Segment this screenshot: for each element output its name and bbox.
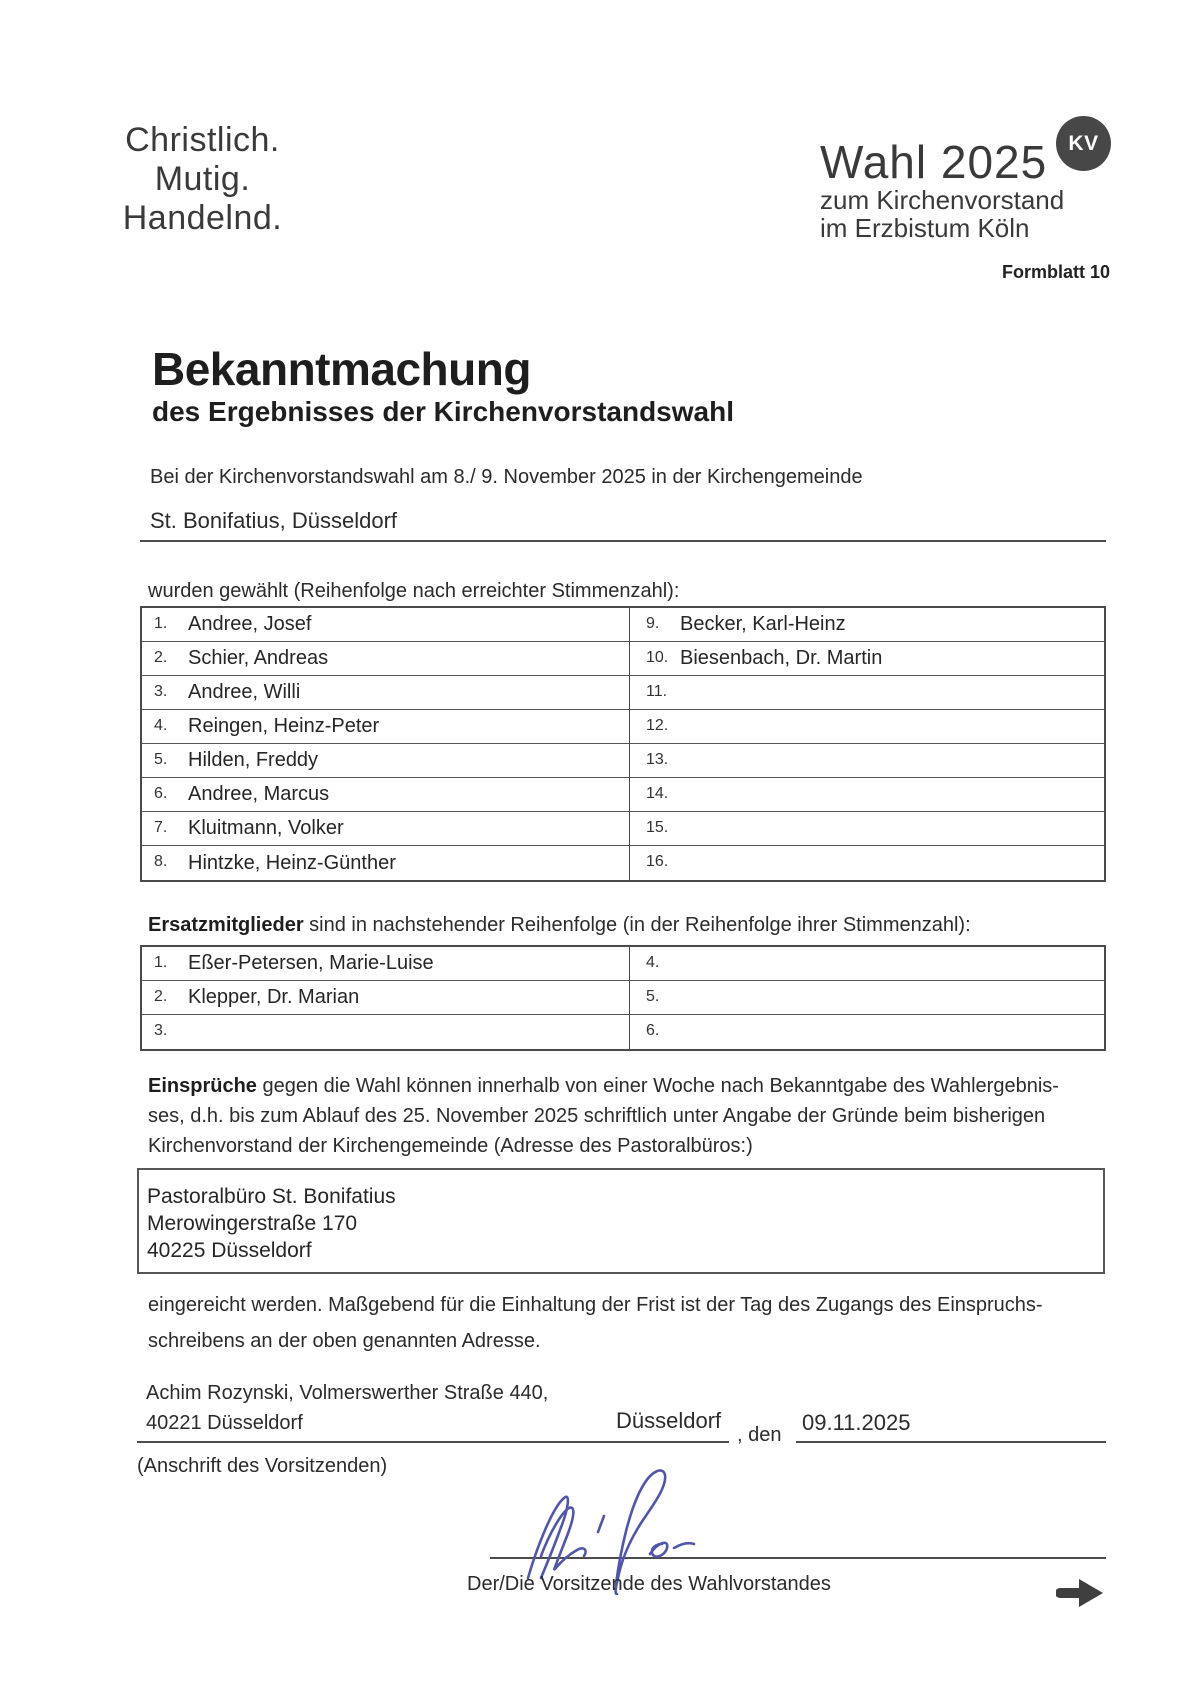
pastoral-office-address-box: [137, 1168, 1105, 1274]
table-cell: [142, 608, 630, 642]
table-cell: [142, 778, 630, 812]
row-number: 4.: [646, 953, 660, 971]
chairman-address-line-2: 40221 Düsseldorf: [146, 1412, 303, 1434]
place-field: Düsseldorf: [616, 1408, 722, 1433]
table-cell: [142, 710, 630, 744]
row-number: 11.: [646, 682, 668, 700]
row-number: 5.: [154, 750, 168, 768]
member-name: Eßer-Petersen, Marie-Luise: [188, 952, 434, 974]
form-number-label: Formblatt 10: [1001, 262, 1110, 282]
table-cell: [142, 676, 630, 710]
date-field: 09.11.2025: [802, 1410, 911, 1435]
date-underline: [796, 1441, 1106, 1443]
submission-line-2: schreibens an der oben genannten Adresse.: [148, 1330, 541, 1352]
page-subtitle: des Ergebnisses der Kirchenvorstandswahl: [152, 396, 734, 427]
row-number: 12.: [646, 716, 669, 734]
row-number: 2.: [154, 648, 168, 666]
row-number: 2.: [154, 987, 168, 1005]
table-cell: [142, 1015, 630, 1049]
table-cell: [142, 642, 630, 676]
objection-lead-bold: Einsprüche: [148, 1075, 257, 1097]
row-number: 9.: [646, 614, 660, 632]
table-cell: [630, 676, 1104, 710]
table-cell: [630, 812, 1104, 846]
elected-members-table: [140, 606, 1106, 882]
substitutes-label-bold: Ersatzmitglieder: [148, 914, 304, 936]
member-name: Klepper, Dr. Marian: [188, 986, 360, 1008]
kv-badge-icon: KV: [1056, 116, 1111, 171]
table-cell: [630, 846, 1104, 880]
table-cell: [142, 812, 630, 846]
table-cell: [630, 710, 1104, 744]
member-name: Becker, Karl-Heinz: [680, 613, 846, 635]
member-name: Schier, Andreas: [188, 647, 329, 669]
table-cell: [142, 846, 630, 880]
row-number: 10.: [646, 648, 669, 666]
member-name: Andree, Willi: [188, 681, 301, 703]
table-cell: [630, 744, 1104, 778]
elected-label: wurden gewählt (Reihenfolge nach erreichter Stimmenzahl):: [148, 580, 680, 602]
election-subtitle-1: zum Kirchenvorstand: [820, 185, 1065, 215]
date-label: , den: [737, 1424, 782, 1446]
row-number: 8.: [154, 853, 168, 870]
row-number: 16.: [646, 853, 669, 870]
row-number: 3.: [154, 1022, 168, 1039]
next-page-arrow-icon: [1056, 1577, 1106, 1609]
row-number: 4.: [154, 716, 168, 734]
logo-line-1: Christlich.: [125, 121, 280, 159]
table-cell: [630, 608, 1104, 642]
election-title: Wahl 2025: [820, 136, 1048, 188]
objection-paragraph: [148, 1071, 1059, 1161]
substitutes-label: [148, 914, 971, 937]
signature-caption: Der/Die Vorsitzende des Wahlvorstandes: [467, 1573, 831, 1595]
row-number: 14.: [646, 784, 669, 802]
submission-line-1: eingereicht werden. Maßgebend für die Einhaltung der Frist ist der Tag des Zugangs des Einspruchs-: [148, 1294, 1043, 1316]
member-name: Andree, Marcus: [188, 783, 330, 805]
member-name: Hintzke, Heinz-Günther: [188, 851, 396, 874]
table-cell: [142, 744, 630, 778]
page-title: Bekanntmachung: [152, 343, 531, 395]
logo-line-3: Handelnd.: [122, 199, 283, 237]
objection-line-3: Kirchenvorstand der Kirchengemeinde (Adresse des Pastoralbüros:): [148, 1135, 753, 1157]
table-cell: [630, 778, 1104, 812]
table-cell: [630, 981, 1104, 1015]
substitutes-table: [140, 945, 1106, 1051]
objection-line-1: [148, 1071, 1059, 1101]
table-cell: [630, 1015, 1104, 1049]
table-cell: [142, 981, 630, 1015]
row-number: 5.: [646, 987, 660, 1005]
substitutes-label-rest: sind in nachstehender Reihenfolge (in der Reihenfolge ihrer Stimmenzahl):: [303, 914, 971, 936]
row-number: 7.: [154, 818, 168, 836]
table-cell: [630, 947, 1104, 981]
intro-text: Bei der Kirchenvorstandswahl am 8./ 9. November 2025 in der Kirchengemeinde: [150, 466, 863, 488]
row-number: 1.: [154, 953, 168, 971]
member-name: Kluitmann, Volker: [188, 817, 344, 839]
parish-underline: [140, 540, 1106, 542]
row-number: 6.: [646, 1022, 660, 1039]
office-city: 40225 Düsseldorf: [147, 1239, 312, 1262]
chairman-address-line-1: Achim Rozynski, Volmerswerther Straße 440,: [146, 1382, 549, 1404]
office-street: Merowingerstraße 170: [147, 1212, 358, 1235]
objection-line-1-rest: gegen die Wahl können innerhalb von einer Woche nach Bekanntgabe des Wahlergebnis-: [256, 1075, 1059, 1097]
member-name: Reingen, Heinz-Peter: [188, 715, 380, 737]
row-number: 6.: [154, 784, 168, 802]
parish-name-field: St. Bonifatius, Düsseldorf: [150, 508, 398, 533]
table-cell: [630, 642, 1104, 676]
logo-line-2: Mutig.: [154, 160, 251, 198]
election-subtitle-2: im Erzbistum Köln: [820, 213, 1030, 243]
table-cell: [142, 947, 630, 981]
row-number: 1.: [154, 614, 168, 632]
row-number: 3.: [154, 682, 168, 700]
row-number: 13.: [646, 750, 669, 768]
member-name: Andree, Josef: [188, 613, 312, 635]
office-name: Pastoralbüro St. Bonifatius: [147, 1185, 396, 1208]
row-number: 15.: [646, 818, 669, 836]
member-name: Hilden, Freddy: [188, 749, 319, 771]
chairman-address-underline: [137, 1441, 729, 1443]
campaign-logo: [95, 121, 310, 238]
chairman-address-field: [146, 1378, 548, 1438]
chairman-address-caption: (Anschrift des Vorsitzenden): [137, 1455, 388, 1477]
member-name: Biesenbach, Dr. Martin: [680, 647, 883, 669]
objection-line-2: ses, d.h. bis zum Ablauf des 25. November 2025 schriftlich unter Angabe der Gründe beim bisherigen: [148, 1105, 1046, 1127]
